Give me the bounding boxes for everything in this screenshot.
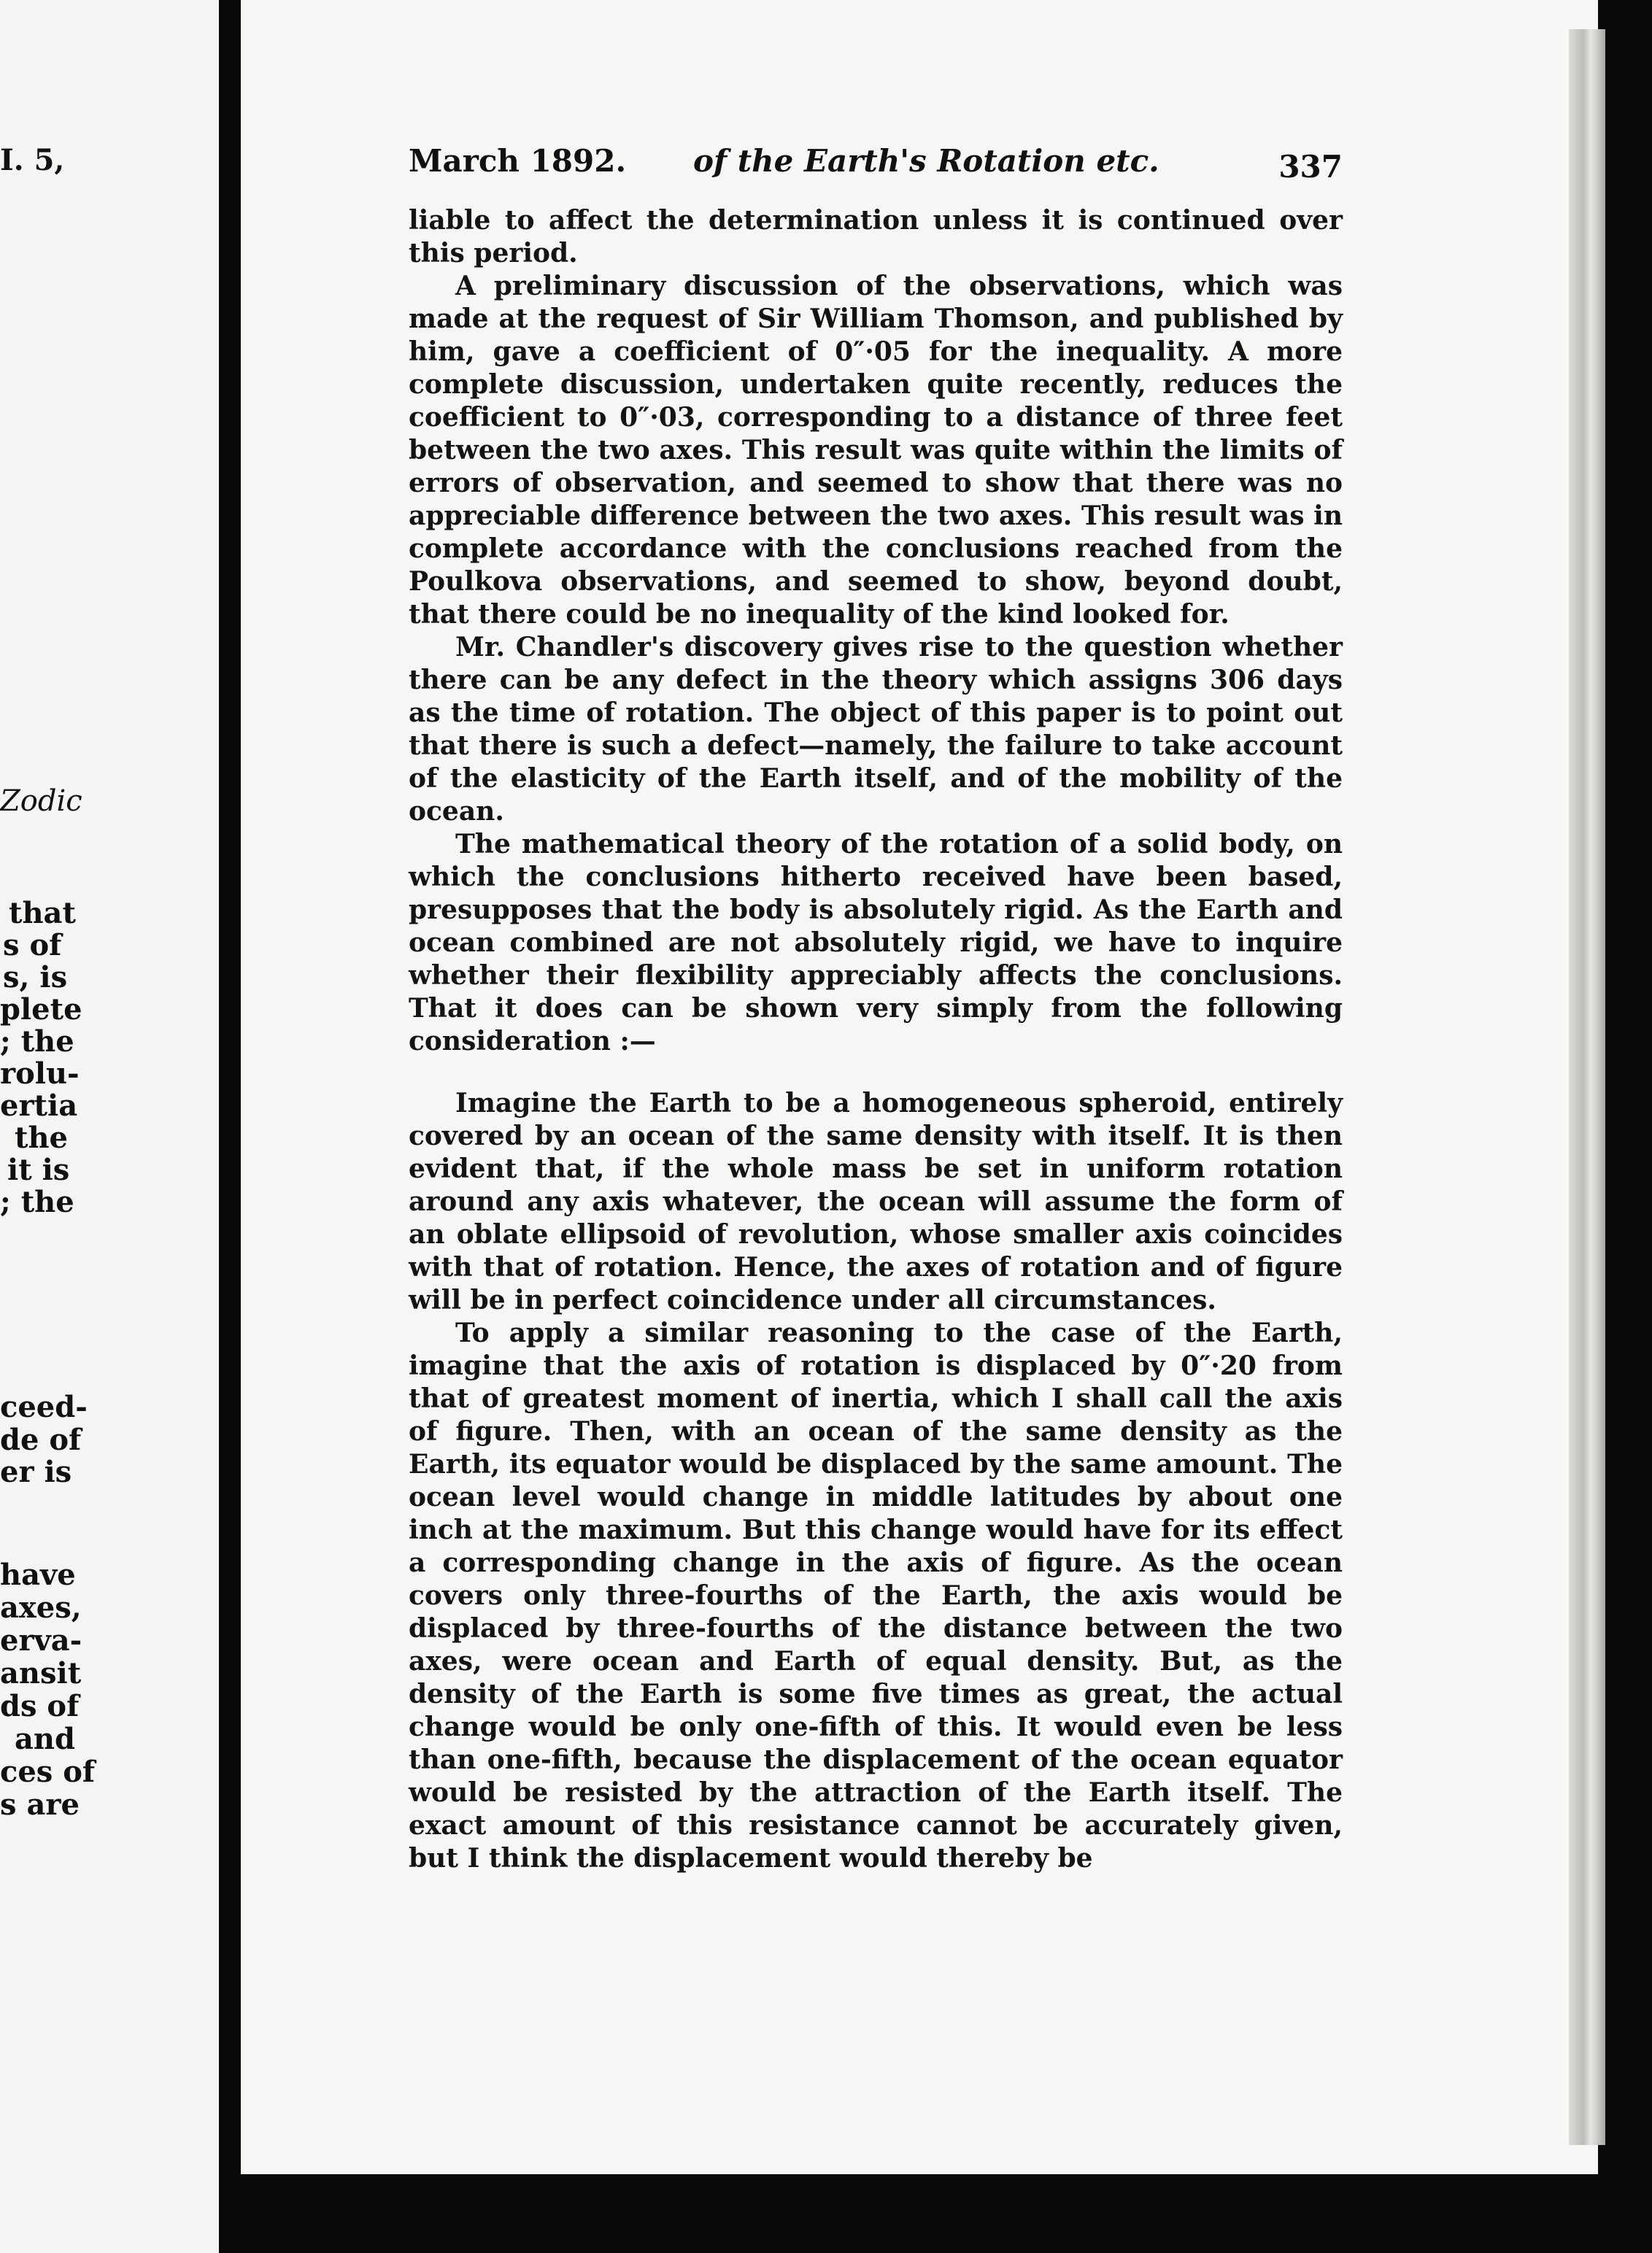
paragraph: liable to affect the determination unless it is continued over this period.	[409, 205, 1343, 268]
margin-fragment: it is	[7, 1153, 70, 1187]
margin-fragment: ertia	[0, 1089, 78, 1123]
page-edge	[1569, 29, 1605, 2145]
margin-fragment: and	[15, 1722, 75, 1756]
paragraph: Mr. Chandler's discovery gives rise to the question whether there can be any defect in the theory which assigns 306 days as the time of rotation. The object of this paper is to point out that there is such a defect—namely, the failure to take account of the elasticity of the Earth itself, and of the mobility of the ocean.	[409, 632, 1343, 827]
margin-fragment: s, is	[3, 960, 68, 994]
running-title: of the Earth's Rotation etc.	[693, 143, 1159, 179]
running-header	[409, 143, 1343, 187]
previous-page-fragment	[0, 0, 219, 2253]
margin-fragment: erva-	[0, 1623, 82, 1658]
margin-fragment: de of	[0, 1423, 82, 1457]
page-number: 337	[1278, 149, 1343, 185]
scan-background	[241, 2174, 1605, 2253]
body-text	[409, 204, 1343, 1875]
book-gutter	[219, 0, 241, 2253]
margin-fragment: Zodic	[0, 784, 82, 818]
margin-fragment: that	[9, 896, 76, 930]
margin-fragment: ces of	[0, 1755, 96, 1789]
margin-fragment: s are	[0, 1788, 80, 1822]
margin-fragment: rolu-	[0, 1056, 80, 1091]
paragraph: A preliminary discussion of the observations, which was made at the request of Sir William Thomson, and published by him, gave a coefficient of 0″·05 for the inequality. A more complete discussion, undertaken quite recently, reduces the coefficient to 0″·03, corresponding to a distance of three feet between the two axes. This result was quite within the limits of errors of observation, and seemed to show that there was no appreciable difference between the two axes. This result was in complete accordance with the conclusions reached from the Poulkova observations, and seemed to show, beyond doubt, that there could be no inequality of the kind looked for.	[409, 271, 1343, 630]
margin-fragment: ; the	[0, 1185, 74, 1219]
margin-fragment: ceed-	[0, 1390, 88, 1424]
margin-fragment: the	[15, 1121, 69, 1155]
margin-fragment: ds of	[0, 1689, 80, 1723]
paragraph: Imagine the Earth to be a homogeneous spheroid, entirely covered by an ocean of the same density with itself. It is then evident that, if the whole mass be set in uniform rotation around any axis whatever, the ocean will assume the form of an oblate ellipsoid of revolution, whose smaller axis coincides with that of rotation. Hence, the axes of rotation and of figure will be in perfect coincidence under all circumstances.	[409, 1088, 1343, 1315]
header-date: March 1892.	[409, 143, 627, 179]
paragraph: To apply a similar reasoning to the case of the Earth, imagine that the axis of rotation is displaced by 0″·20 from that of greatest moment of inertia, which I shall call the axis of figure. Then, with an ocean of the same density as the Earth, its equator would be displaced by the same amount. The ocean level would change in middle latitudes by about one inch at the maximum. But this change would have for its effect a corresponding change in the axis of figure. As the ocean covers only three-fourths of the Earth, the axis would be displaced by three-fourths of the distance between the two axes, were ocean and Earth of equal density. But, as the density of the Earth is some five times as great, the actual change would be only one-fifth of this. It would even be less than one-fifth, because the displacement of the ocean equator would be resisted by the attraction of the Earth itself. The exact amount of this resistance cannot be accurately given, but I think the displacement would thereby be	[409, 1318, 1343, 1874]
margin-fragment: ansit	[0, 1656, 82, 1690]
margin-fragment: plete	[0, 992, 82, 1027]
margin-fragment: er is	[0, 1455, 72, 1489]
paragraph: The mathematical theory of the rotation of a solid body, on which the conclusions hitherto received have been based, presupposes that the body is absolutely rigid. As the Earth and ocean combined are not absolutely rigid, we have to inquire whether their flexibility appreciably affects the conclusions. That it does can be shown very simply from the following consideration :—	[409, 829, 1343, 1056]
margin-fragment: have	[0, 1558, 76, 1592]
margin-fragment: s of	[3, 928, 62, 962]
margin-fragment: axes,	[0, 1591, 82, 1625]
margin-fragment: ; the	[0, 1024, 74, 1059]
margin-fragment: I. 5,	[0, 143, 65, 177]
